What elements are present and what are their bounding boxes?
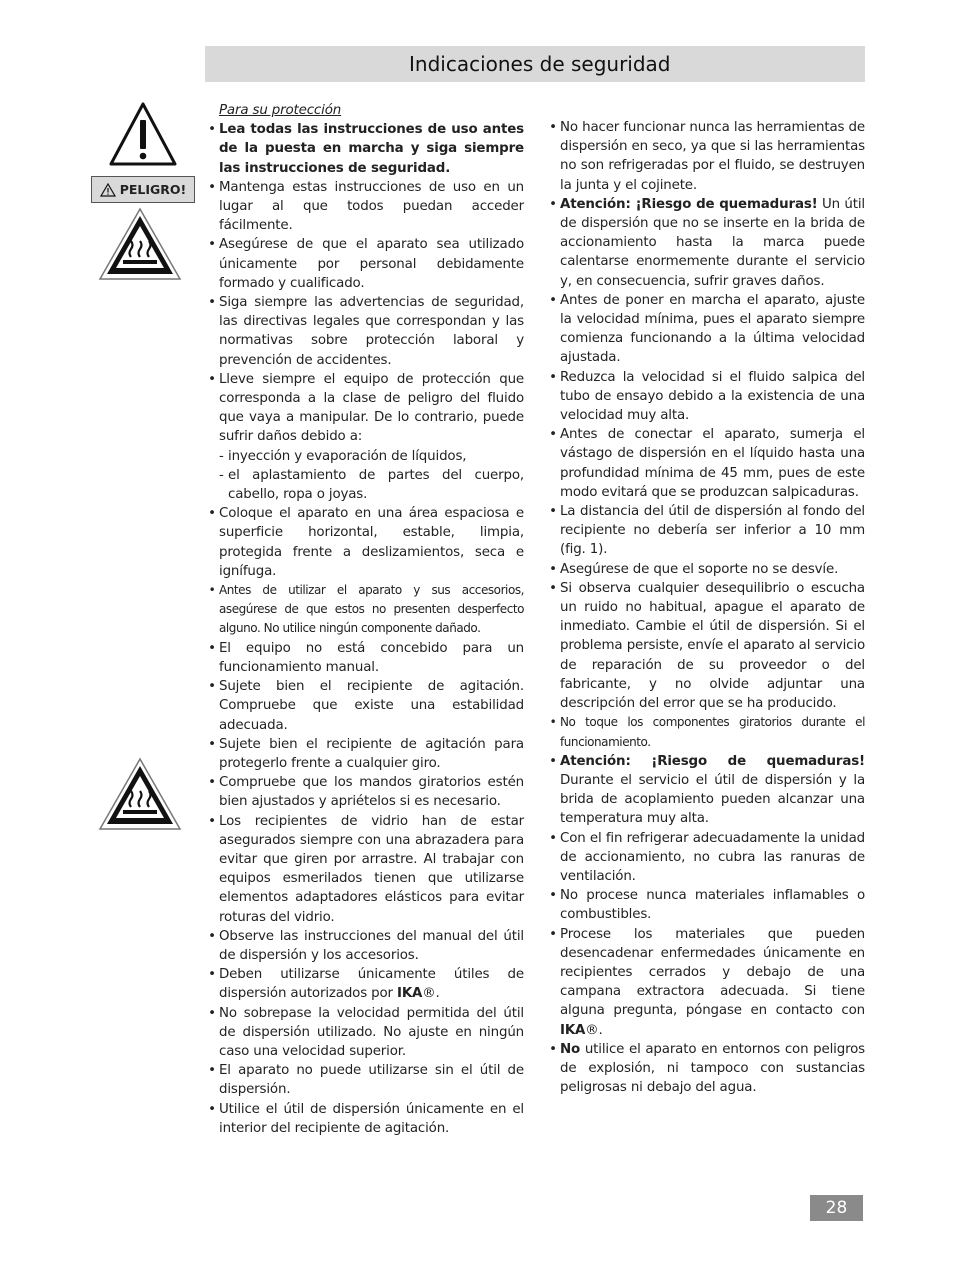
page-number: 28 xyxy=(810,1195,863,1221)
list-item: • El aparato no puede utilizarse sin el útil de dispersión. xyxy=(208,1063,524,1098)
list-item: • Los recipientes de vidrio han de estar asegurados siempre con una abrazadera para evitar que giren por arrastre. Al trabajar con equipos esmerilados tienen que utilizarse elementos adaptadores elásticos para evitar roturas del vidrio. xyxy=(208,813,524,925)
list-item: • Antes de utilizar el aparato y sus accesorios, asegúrese de que estos no presenten desperfecto alguno. No utilice ningún componente dañado. xyxy=(208,583,524,636)
brand-name: IKA xyxy=(397,986,423,1002)
right-column xyxy=(546,118,865,1097)
hot-surface-icon-2 xyxy=(98,757,182,831)
list-item: • No toque los componentes giratorios durante el funcionamiento. xyxy=(549,715,865,749)
list-item: • Siga siempre las advertencias de seguridad, las directivas legales que correspondan y las normativas sobre protección laboral y prevención de accidentes. xyxy=(208,295,524,368)
list-item: • No sobrepase la velocidad permitida del útil de dispersión utilizado. No ajuste en ningún caso una velocidad superior. xyxy=(208,1005,524,1059)
hot-surface-icon xyxy=(98,207,182,281)
brand-name: IKA xyxy=(560,1022,586,1038)
list-item: • Si observa cualquier desequilibrio o escucha un ruido no habitual, apague el aparato de inmediato. Cambie el útil de dispersión. Si el problema persiste, envíe el aparato al servicio de reparación de su proveedor o del fabricante, y no olvide adjuntar una descripción del error que se ha producido. xyxy=(549,580,865,712)
list-item: • Coloque el aparato en una área espaciosa e superficie horizontal, estable, limpia, protegida frente a deslizamientos, seca e ignífuga. xyxy=(208,506,524,579)
list-item: • Atención: ¡Riesgo de quemaduras! Durante el servicio el útil de dispersión y la brida de acoplamiento pueden alcanzar una temperatura muy alta. xyxy=(549,753,865,827)
list-item: • Lleve siempre el equipo de protección que corresponda a la clase de peligro del fluido que vaya a manipular. De lo contrario, puede sufrir daños debido a: xyxy=(208,371,524,445)
small-warning-icon xyxy=(100,183,116,197)
list-item: • Mantenga estas instrucciones de uso en un lugar al que todos puedan acceder fácilmente. xyxy=(208,179,524,234)
sub-list-item: - inyección y evaporación de líquidos, xyxy=(219,448,467,464)
list-item: • Atención: ¡Riesgo de quemaduras! Un útil de dispersión que no se inserte en la brida de accionamiento hasta la marca puede calentarse enormemente durante el servicio y, en consecuencia, sufrir graves daños. xyxy=(549,196,866,289)
list-item: • No procese nunca materiales inflamables o combustibles. xyxy=(549,888,865,923)
page-title: Indicaciones de seguridad xyxy=(205,46,865,82)
list-item: • Sujete bien el recipiente de agitación. Compruebe que existe una estabilidad adecuada. xyxy=(208,679,524,733)
list-item: • No hacer funcionar nunca las herramientas de dispersión en seco, ya que si las herramientas no son refrigeradas por el fluido, se destruyen la junta y el cojinete. xyxy=(549,120,865,193)
list-item: • Procese los materiales que pueden desencadenar enfermedades únicamente en recipientes cerrados y debajo de una campana extractora adecuada. Si tiene alguna pregunta, póngase en contacto con IKA®. xyxy=(549,926,865,1038)
sub-list-item: - el aplastamiento de partes del cuerpo, cabello, ropa o joyas. xyxy=(219,467,524,503)
list-item: • Asegúrese de que el soporte no se desvíe. xyxy=(549,561,839,577)
list-item: • Lea todas las instrucciones de uso antes de la puesta en marcha y siga siempre las instrucciones de seguridad. xyxy=(208,122,524,176)
list-item: • Con el fin refrigerar adecuadamente la unidad de accionamiento, no cubra las ranuras de ventilación. xyxy=(549,830,865,884)
danger-label-text: PELIGRO! xyxy=(119,182,187,197)
list-item: • Antes de conectar el aparato, sumerja el vástago de dispersión en el líquido hasta una profundidad mínima de 45 mm, pues de este modo evitará que se produzcan salpicaduras. xyxy=(549,427,865,500)
danger-label xyxy=(91,176,195,203)
burn-warning: Atención: ¡Riesgo de quemaduras! xyxy=(560,753,865,769)
list-item: • Antes de poner en marcha el aparato, ajuste la velocidad mínima, pues el aparato siempre comienza funcionando a la última velocidad ajustada. xyxy=(549,292,865,366)
list-item: • Sujete bien el recipiente de agitación para protegerlo frente a cualquier giro. xyxy=(208,736,524,771)
list-item: • Observe las instrucciones del manual del útil de dispersión y los accesorios. xyxy=(208,928,524,963)
list-item: • Deben utilizarse únicamente útiles de dispersión autorizados por IKA®. xyxy=(208,967,524,1002)
list-item: • Reduzca la velocidad si el fluido salpica del tubo de ensayo debido a la existencia de una velocidad muy alta. xyxy=(549,369,865,424)
list-item: • Asegúrese de que el aparato sea utilizado únicamente por personal debidamente formado y cualificado. xyxy=(208,237,524,291)
section-heading: Para su protección xyxy=(219,103,342,118)
warning-exclamation-icon xyxy=(108,101,178,167)
list-item: • Compruebe que los mandos giratorios estén bien ajustados y apriételos si es necesario. xyxy=(208,775,524,810)
burn-warning: Atención: ¡Riesgo de quemaduras! xyxy=(560,196,818,212)
list-item: • El equipo no está concebido para un funcionamiento manual. xyxy=(208,640,524,675)
list-item: • Utilice el útil de dispersión únicamente en el interior del recipiente de agitación. xyxy=(208,1101,524,1136)
list-item: • No utilice el aparato en entornos con peligros de explosión, ni tampoco con sustancias peligrosas ni debajo del agua. xyxy=(549,1041,865,1096)
list-item: • La distancia del útil de dispersión al fondo del recipiente no debería ser inferior a 10 mm (fig. 1). xyxy=(549,504,865,558)
left-column xyxy=(205,101,524,1138)
